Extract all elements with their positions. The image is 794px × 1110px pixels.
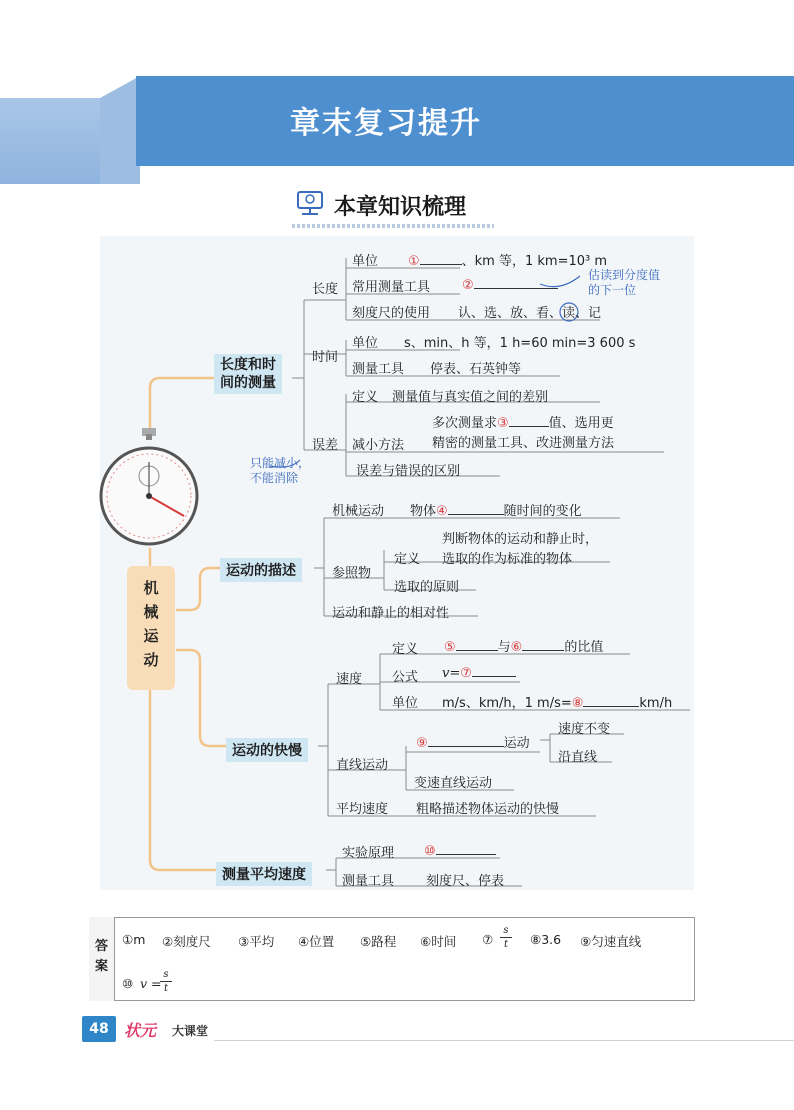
variable-speed-motion: 变速直线运动 — [414, 776, 493, 791]
time-tool-label: 测量工具 — [352, 362, 405, 377]
ruler-usage-label: 刻度尺的使用 — [352, 306, 431, 321]
answer-8: ⑧3.6 — [530, 932, 562, 947]
node-error: 误差 — [312, 438, 339, 453]
stopwatch-icon — [98, 426, 202, 550]
error-note: 只能减小， 不能消除 — [250, 456, 311, 485]
reference-def-label: 定义 — [394, 552, 421, 567]
answer-9: ⑨匀速直线 — [580, 934, 642, 949]
length-unit-detail: 、km 等，1 km=10³ m — [461, 254, 608, 269]
speed-formula-text: v=⑦ — [442, 664, 516, 681]
linear-motion-label: 直线运动 — [336, 758, 389, 773]
answer-10: ⑩ — [122, 976, 134, 991]
average-speed-label: 平均速度 — [336, 802, 389, 817]
speed-unit-label: 单位 — [392, 696, 419, 711]
uniform-constant-speed: 速度不变 — [558, 722, 611, 737]
root-char-4: 动 — [143, 651, 159, 669]
blank-number-3: ③ — [497, 416, 509, 431]
answer-label — [89, 917, 115, 1001]
branch-motion-description: 运动的描述 — [220, 558, 302, 582]
time-unit-label: 单位 — [352, 336, 379, 351]
blank-number-2: ② — [462, 278, 474, 293]
average-speed-text: 粗略描述物体运动的快慢 — [416, 802, 560, 817]
blank-number-10: ⑩ — [424, 844, 436, 859]
answer-10-text: v = — [140, 976, 162, 991]
blank-number-5: ⑤ — [444, 640, 456, 655]
error-def-label: 定义 — [352, 390, 379, 405]
answer-label-char-1: 答 — [94, 939, 108, 954]
estimate-note: 估读到分度值 的下一位 — [588, 268, 661, 297]
ruler-usage-text: 认、选、放、看、读、记 — [458, 306, 602, 321]
branch-motion-speed: 运动的快慢 — [226, 738, 308, 762]
page-number: 48 — [82, 1016, 116, 1042]
brand-logo: 状元 — [124, 1021, 157, 1040]
blank-number-8: ⑧ — [571, 696, 584, 711]
blank-number-9: ⑨ — [416, 736, 428, 751]
answer-box — [89, 917, 695, 1001]
blank-number-7: ⑦ — [460, 666, 472, 681]
blank-number-1: ① — [408, 254, 420, 269]
answer-2: ②刻度尺 — [162, 934, 211, 949]
linear-motion-type: ⑨ 运动 — [416, 736, 530, 751]
measure-tool-label: 测量工具 — [342, 874, 395, 889]
reference-def-line2: 选取的作为标准的物体 — [442, 552, 573, 567]
answer-4: ④位置 — [298, 934, 335, 949]
root-char-3: 运 — [143, 627, 159, 645]
reference-choose: 选取的原则 — [394, 580, 460, 595]
answer-1: ①m — [122, 932, 146, 947]
chapter-title: 章末复习提升 — [290, 106, 482, 141]
uniform-straight-line: 沿直线 — [558, 750, 598, 765]
root-char-1: 机 — [143, 579, 159, 597]
branch-title-line1: 长度和时 — [220, 357, 276, 373]
error-def-text: 测量值与真实值之间的差别 — [392, 390, 549, 405]
speed-unit-text: m/s、km/h，1 m/s=⑧ km/h — [442, 696, 673, 711]
length-tool-answer — [462, 276, 558, 293]
mech-motion-label: 机械运动 — [332, 504, 385, 519]
mech-motion-text: 物体④ 随时间的变化 — [410, 504, 582, 519]
speed-def-text: ⑤ 与⑥ 的比值 — [444, 640, 604, 655]
blank-number-6: ⑥ — [510, 640, 523, 655]
answer-6: ⑥时间 — [420, 934, 457, 949]
branch-title-line2: 间的测量 — [220, 375, 276, 391]
error-reduce-line1: 多次测量求③ 值、选用更 — [432, 416, 614, 431]
node-time: 时间 — [312, 350, 339, 365]
answer-3: ③平均 — [238, 934, 275, 949]
footer-divider — [214, 1040, 794, 1041]
blank-number-4: ④ — [436, 504, 448, 519]
reference-def-line1: 判断物体的运动和静止时， — [442, 532, 599, 547]
experiment-principle-answer — [424, 842, 496, 859]
measure-tool-text: 刻度尺、停表 — [426, 874, 505, 889]
answer-7-fraction: s t — [500, 924, 512, 951]
node-length: 长度 — [312, 282, 339, 297]
answer-5: ⑤路程 — [360, 934, 397, 949]
speed-def-label: 定义 — [392, 642, 419, 657]
length-unit-label: 单位 — [352, 254, 379, 269]
error-vs-mistake: 误差与错误的区别 — [356, 464, 461, 479]
error-reduce-label: 减小方法 — [352, 438, 405, 453]
answer-7: ⑦ — [482, 932, 494, 947]
reference-label: 参照物 — [332, 566, 372, 581]
time-tool-text: 停表、石英钟等 — [430, 362, 522, 377]
length-unit-text — [408, 250, 607, 269]
length-tool-label: 常用测量工具 — [352, 280, 431, 295]
error-reduce-line2: 精密的测量工具、改进测量方法 — [432, 436, 615, 451]
time-unit-text: s、min、h 等，1 h=60 min=3 600 s — [404, 336, 636, 351]
section-heading: 本章知识梳理 — [334, 195, 467, 220]
answer-10-fraction: s t — [160, 968, 172, 995]
branch-length-time — [214, 354, 282, 394]
root-node-mechanical-motion — [127, 566, 175, 690]
speed-label: 速度 — [336, 672, 363, 687]
brand-name: 大课堂 — [172, 1024, 209, 1038]
relative-motion: 运动和静止的相对性 — [332, 606, 450, 621]
speed-formula-label: 公式 — [392, 670, 419, 685]
root-char-2: 械 — [143, 603, 159, 621]
answer-label-char-2: 案 — [94, 959, 108, 974]
branch-measure-average-speed: 测量平均速度 — [216, 862, 312, 886]
experiment-principle-label: 实验原理 — [342, 846, 395, 861]
